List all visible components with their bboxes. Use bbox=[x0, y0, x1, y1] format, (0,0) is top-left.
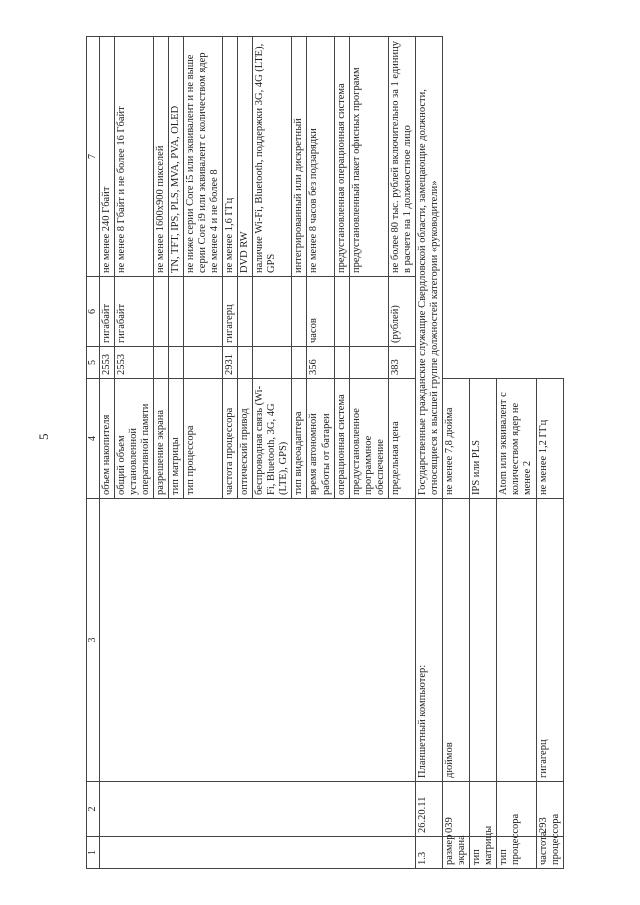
characteristic-value: TN, TFT, IPS, PLS, MVA, PVA, OLED bbox=[168, 37, 183, 277]
section-name: Планшетный компьютер: bbox=[415, 499, 442, 782]
unit-name bbox=[334, 277, 349, 347]
unit-name bbox=[168, 277, 183, 347]
unit-name: часов bbox=[307, 277, 334, 347]
characteristic-name: предустановленное программное обеспечение bbox=[349, 379, 388, 499]
characteristic-value: не ниже серии Core i5 или эквивалент и не выше серии Core i9 или эквивалент с количеством ядер не менее 4 и не более 8 bbox=[183, 37, 222, 277]
unit-code: 383 bbox=[388, 347, 415, 379]
col-2: 2 bbox=[87, 782, 100, 837]
characteristic-name: частота процессора bbox=[223, 379, 238, 499]
cell-col-2 bbox=[99, 782, 415, 837]
characteristic-name: операционная система bbox=[334, 379, 349, 499]
unit-code: 2931 bbox=[223, 347, 238, 379]
unit-name bbox=[238, 277, 253, 347]
table-body-a bbox=[99, 37, 415, 869]
unit-name bbox=[349, 277, 388, 347]
characteristic-name: тип видеоадаптера bbox=[292, 379, 307, 499]
table-row bbox=[497, 37, 536, 869]
characteristic-value: IPS или PLS bbox=[470, 379, 497, 499]
unit-code bbox=[168, 347, 183, 379]
characteristic-name: размер экрана bbox=[443, 837, 470, 869]
table-row bbox=[443, 37, 470, 869]
unit-name bbox=[470, 499, 497, 782]
characteristic-name: объем накопителя bbox=[99, 379, 114, 499]
unit-name bbox=[183, 277, 222, 347]
section-header-row bbox=[415, 37, 442, 869]
characteristic-value: не менее 1,6 ГГц bbox=[223, 37, 238, 277]
characteristic-name: тип процессора bbox=[183, 379, 222, 499]
unit-code: 293 bbox=[536, 782, 563, 837]
characteristic-name: тип процессора bbox=[497, 837, 536, 869]
characteristic-name: время автономной работы от батареи bbox=[307, 379, 334, 499]
characteristic-value: не менее 1600х900 пикселей bbox=[153, 37, 168, 277]
characteristic-value: Atom или эквивалент с количеством ядер не менее 2 bbox=[497, 379, 536, 499]
page-number: 5 bbox=[36, 433, 51, 440]
col-5: 5 bbox=[87, 347, 100, 379]
unit-code bbox=[183, 347, 222, 379]
unit-code: 356 bbox=[307, 347, 334, 379]
characteristic-value: не менее 1,2 ГГц bbox=[536, 379, 563, 499]
characteristic-name: частота процессора bbox=[536, 837, 563, 869]
table-row bbox=[99, 37, 114, 869]
characteristic-value: предустановленный пакет офисных программ bbox=[349, 37, 388, 277]
characteristic-value: не более 80 тыс. рублей включительно за 1 единицу в расчете на 1 должностное лицо bbox=[388, 37, 415, 277]
characteristic-value: не менее 8 часов без подзарядки bbox=[307, 37, 334, 277]
unit-code: 2553 bbox=[99, 347, 114, 379]
table-row bbox=[536, 37, 563, 869]
unit-code: 2553 bbox=[114, 347, 153, 379]
characteristic-value: наличие Wi-Fi, Bluetooth, поддержки 3G, 4G (LTE), GPS bbox=[253, 37, 292, 277]
characteristic-name: тип матрицы bbox=[168, 379, 183, 499]
unit-code: 039 bbox=[443, 782, 470, 837]
col-7: 7 bbox=[87, 37, 100, 277]
specification-table bbox=[86, 36, 564, 869]
characteristic-value: не менее 7,8 дюйма bbox=[443, 379, 470, 499]
characteristic-value: предустановленная операционная система bbox=[334, 37, 349, 277]
unit-name bbox=[253, 277, 292, 347]
section-code: 26.20.11 bbox=[415, 782, 442, 837]
section-number: 1.3 bbox=[415, 837, 442, 869]
col-3: 3 bbox=[87, 499, 100, 782]
characteristic-value: интегрированный или дискретный bbox=[292, 37, 307, 277]
col-1: 1 bbox=[87, 837, 100, 869]
characteristic-name: беспроводная связь (Wi-Fi, Bluetooth, 3G, 4G (LTE), GPS) bbox=[253, 379, 292, 499]
unit-name bbox=[292, 277, 307, 347]
unit-code bbox=[253, 347, 292, 379]
characteristic-value: DVD RW bbox=[238, 37, 253, 277]
characteristic-name: разрешение экрана bbox=[153, 379, 168, 499]
unit-name bbox=[497, 499, 536, 782]
characteristic-value: не менее 8 Гбайт и не более 16 Гбайт bbox=[114, 37, 153, 277]
characteristic-name: тип матрицы bbox=[470, 837, 497, 869]
col-6: 6 bbox=[87, 277, 100, 347]
section-1-3 bbox=[415, 37, 442, 869]
unit-name: гигагерц bbox=[223, 277, 238, 347]
section-description: Государственные гражданские служащие Свердловской области, замещающие должности, относящиеся к высшей группе должностей категории «руководители» bbox=[415, 37, 442, 499]
unit-name: гигабайт bbox=[114, 277, 153, 347]
table-body-b bbox=[443, 37, 564, 869]
rotated-page-content bbox=[86, 37, 616, 869]
table-row bbox=[470, 37, 497, 869]
characteristic-name: общий объем установленной оперативной памяти bbox=[114, 379, 153, 499]
cell-col-1 bbox=[99, 837, 415, 869]
unit-name: гигабайт bbox=[99, 277, 114, 347]
unit-code bbox=[292, 347, 307, 379]
characteristic-name: предельная цена bbox=[388, 379, 415, 499]
unit-code bbox=[238, 347, 253, 379]
characteristic-value: не менее 240 Гбайт bbox=[99, 37, 114, 277]
col-4: 4 bbox=[87, 379, 100, 499]
unit-name bbox=[153, 277, 168, 347]
unit-name: гигагерц bbox=[536, 499, 563, 782]
column-number-row bbox=[87, 37, 100, 869]
unit-name: дюймов bbox=[443, 499, 470, 782]
characteristic-name: оптический привод bbox=[238, 379, 253, 499]
unit-code bbox=[349, 347, 388, 379]
unit-code bbox=[334, 347, 349, 379]
unit-name: (рублей) bbox=[388, 277, 415, 347]
cell-col-3 bbox=[99, 499, 415, 782]
unit-code bbox=[153, 347, 168, 379]
